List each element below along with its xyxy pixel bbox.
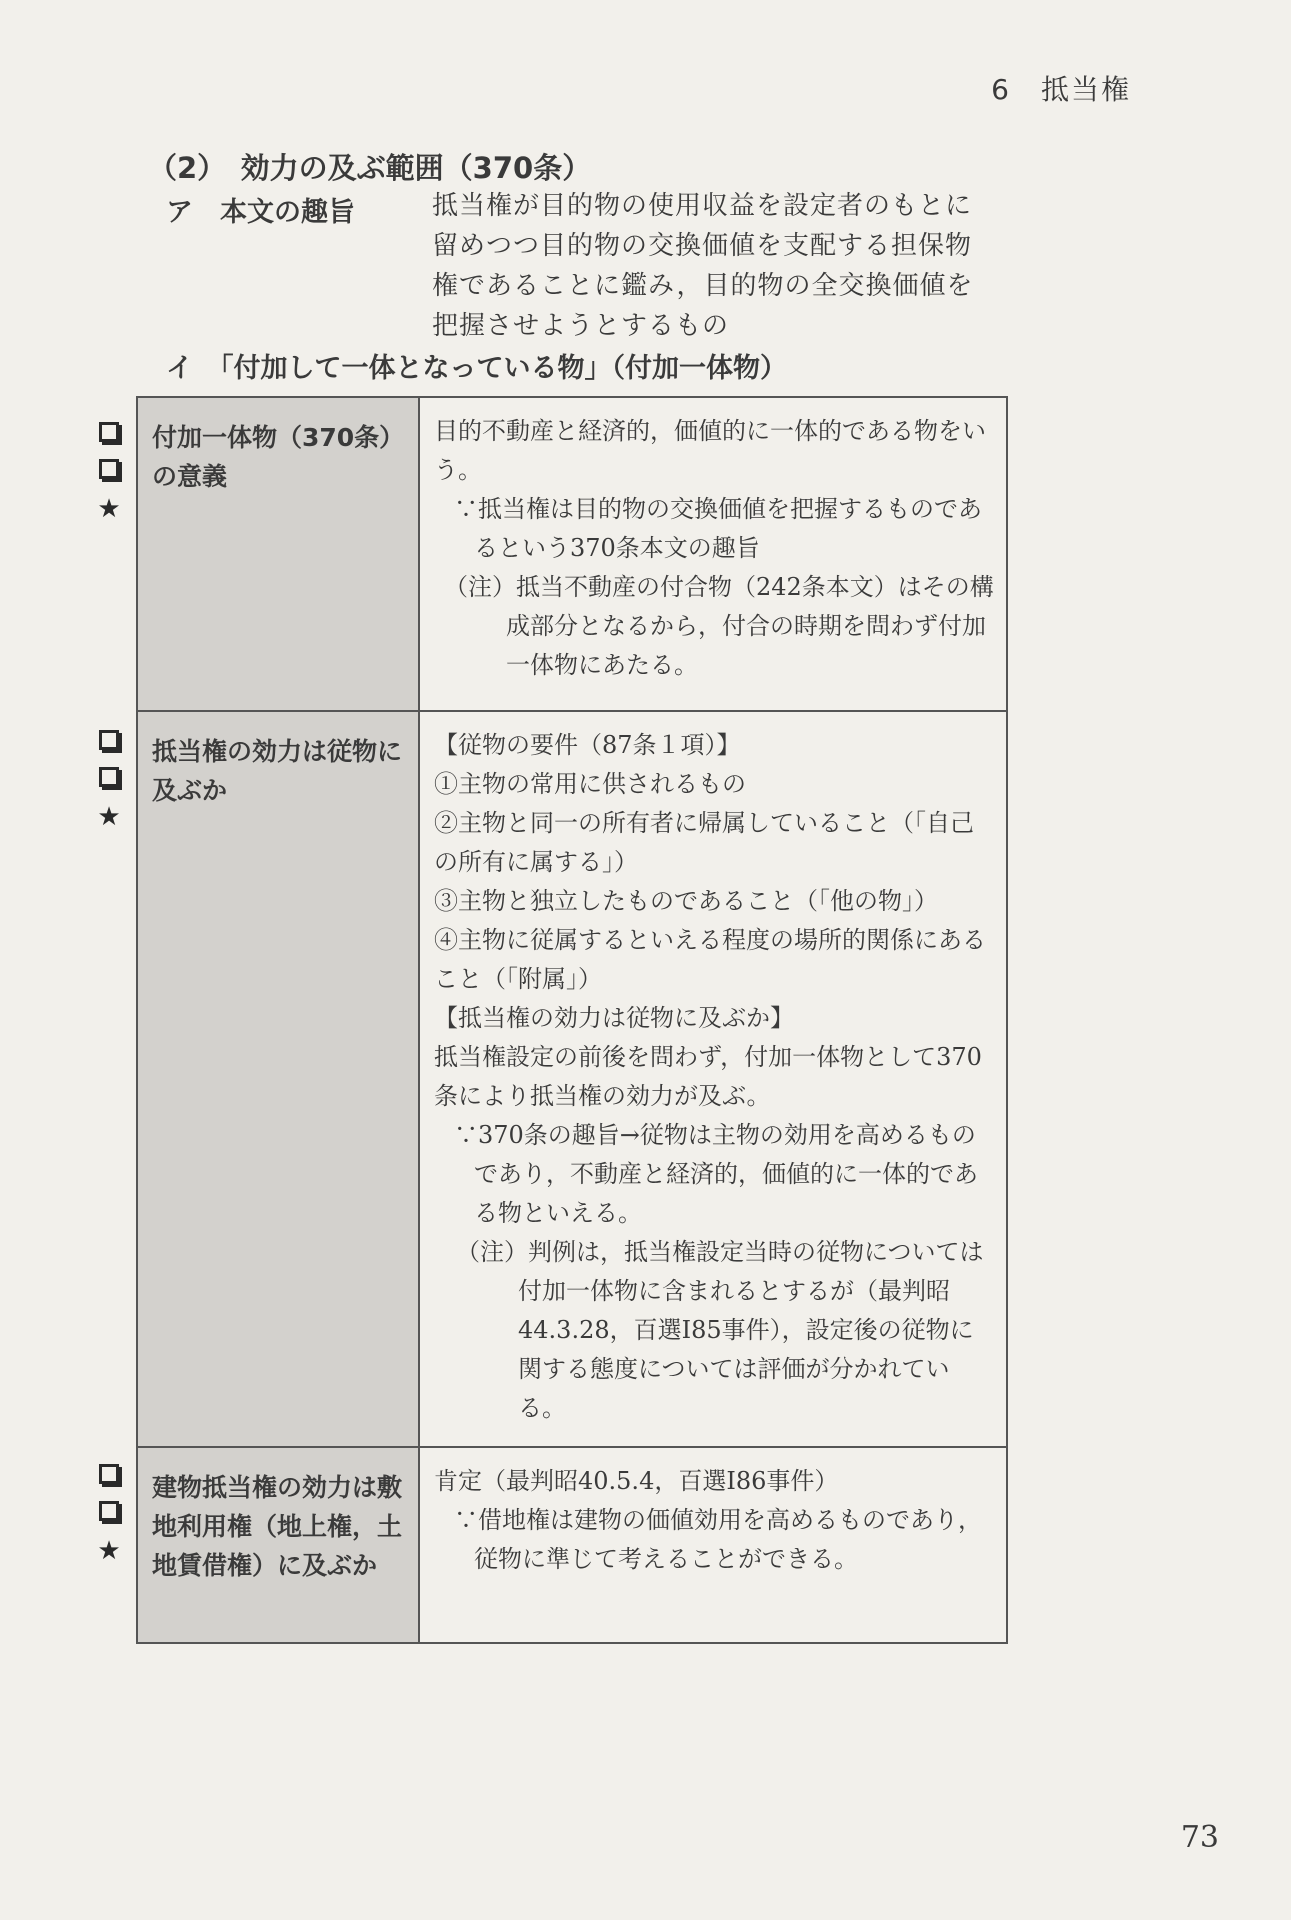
subsection-i-label: イ 「付加して一体となっている物」（付加一体物） [166, 353, 787, 384]
summary-table [136, 396, 1008, 1644]
checkbox-icon [99, 730, 119, 750]
row2-marks [84, 726, 134, 834]
row-content: 【従物の要件（87条１項）】 ①主物の常用に供されるもの ②主物と同一の所有者に帰属していること（「自己の所有に属する」） ③主物と独立したものであること（「他の物」） ④主物に従属するといえる程度の場所的関係にあること（「附属」） 【抵当権の効力は従物に及ぶか】 抵当権設定の前後を問わず，付加一体物として370条により抵当権の効力が及ぶ。 ∵370条の趣旨→従物は主物の効用を高めるものであり，不動産と経済的，価値的に一体的である物といえる。 （注）判例は，抵当権設定当時の従物については付加一体物に含まれるとするが（最判昭44.3.28，百選Ⅰ85事件），設定後の従物に関する態度については評価が分かれている。 [420, 712, 1008, 1446]
section-heading: （2） 効力の及ぶ範囲（370条） [148, 151, 592, 185]
star-icon: ★ [97, 494, 121, 524]
table-row [138, 712, 1008, 1448]
subsection-a-label: ア 本文の趣旨 [166, 197, 355, 228]
star-icon: ★ [97, 1536, 121, 1566]
checkbox-icon [99, 459, 119, 479]
table-row [138, 1448, 1008, 1644]
row-topic: 建物抵当権の効力は敷地利用権（地上権，土地賃借権）に及ぶか [138, 1448, 420, 1642]
row-topic: 付加一体物（370条）の意義 [138, 398, 420, 710]
checkbox-icon [99, 422, 119, 442]
row-content: 目的不動産と経済的，価値的に一体的である物をいう。 ∵抵当権は目的物の交換価値を把握するものであるという370条本文の趣旨 （注）抵当不動産の付合物（242条本文）はその構成部分となるから，付合の時期を問わず付加一体物にあたる。 [420, 398, 1008, 710]
checkbox-icon [99, 1501, 119, 1521]
page-number: 73 [1180, 1820, 1219, 1855]
subsection-a-text: 抵当権が目的物の使用収益を設定者のもとに留めつつ目的物の交換価値を支配する担保物権であることに鑑み，目的物の全交換価値を把握させようとするもの [432, 191, 974, 341]
row3-marks [84, 1460, 134, 1568]
checkbox-icon [99, 767, 119, 787]
checkbox-icon [99, 1464, 119, 1484]
table-row [138, 398, 1008, 712]
row-content: 肯定（最判昭40.5.4，百選Ⅰ86事件） ∵借地権は建物の価値効用を高めるものであり，従物に準じて考えることができる。 [420, 1448, 1008, 1642]
row1-marks [84, 418, 134, 526]
row-topic: 抵当権の効力は従物に及ぶか [138, 712, 420, 1446]
chapter-header: 6 抵当権 [991, 73, 1131, 106]
star-icon: ★ [97, 802, 121, 832]
